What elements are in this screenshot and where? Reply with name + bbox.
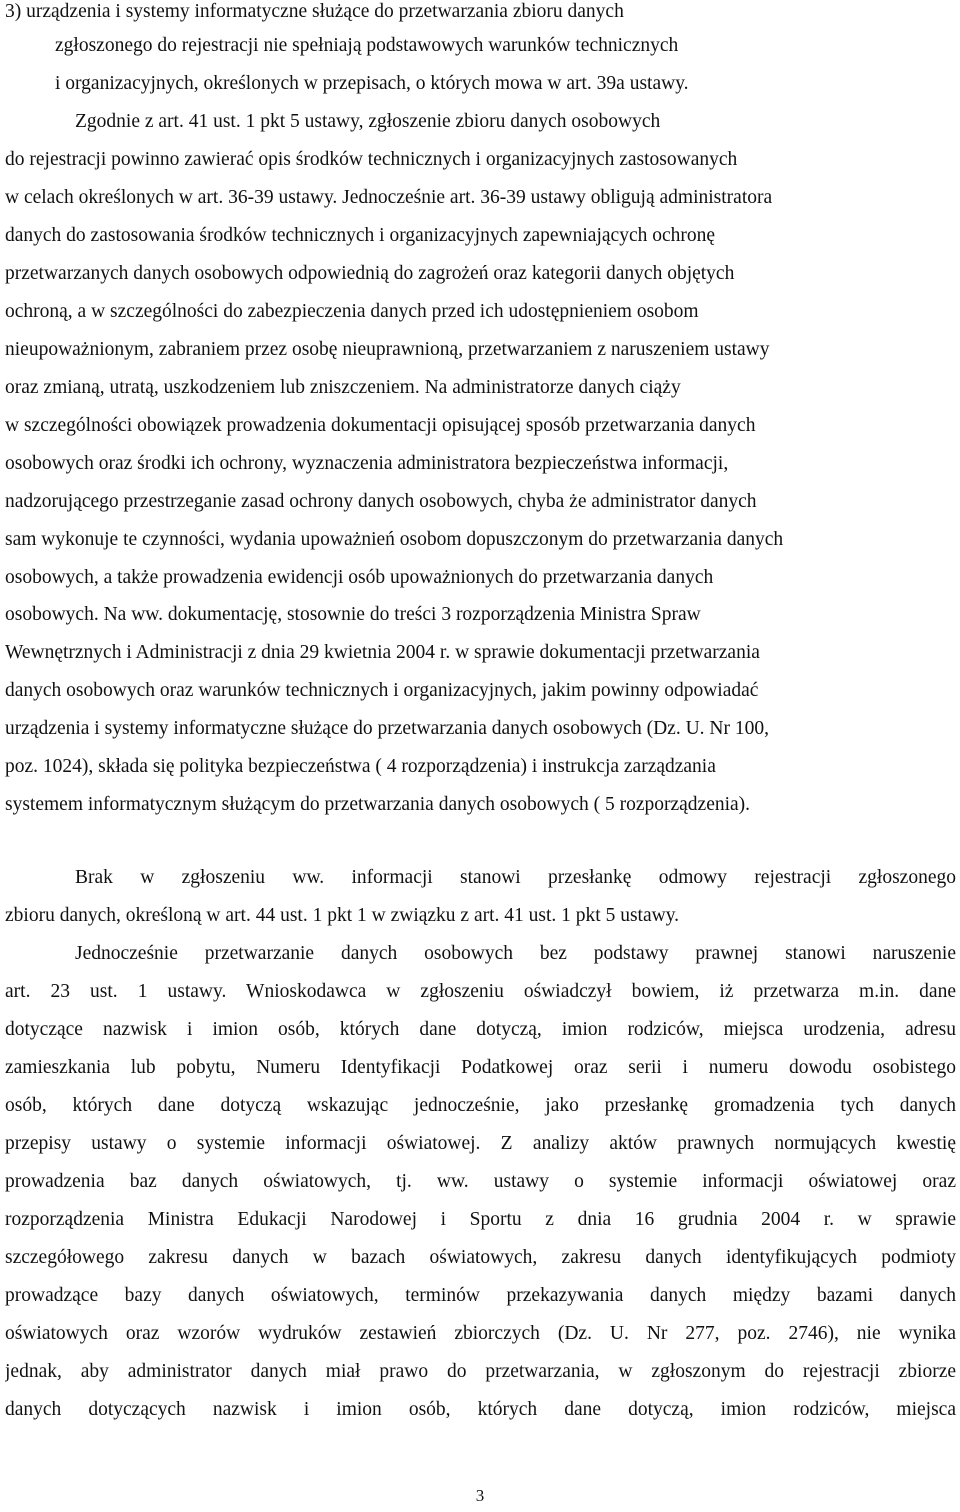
paragraph-line: Brak w zgłoszeniu ww. informacji stanowi przesłankę odmowy rejestracji zgłoszonego <box>75 867 956 888</box>
paragraph-line: danych do zastosowania środków technicznych i organizacyjnych zapewniających ochronę <box>5 225 716 246</box>
paragraph-line: nieupoważnionym, zabraniem przez osobę nieuprawnioną, przetwarzaniem z naruszeniem ustawy <box>5 339 770 360</box>
paragraph-line: rozporządzenia Ministra Edukacji Narodowej i Sportu z dnia 16 grudnia 2004 r. w sprawie <box>5 1209 956 1230</box>
paragraph-line: Jednocześnie przetwarzanie danych osobowych bez podstawy prawnej stanowi naruszenie <box>75 943 956 964</box>
paragraph-line: osobowych, a także prowadzenia ewidencji osób upoważnionych do przetwarzania danych <box>5 567 714 588</box>
paragraph-line: szczegółowego zakresu danych w bazach oświatowych, zakresu danych identyfikujących podmioty <box>5 1247 956 1268</box>
paragraph-line: przetwarzanych danych osobowych odpowiednią do zagrożeń oraz kategorii danych objętych <box>5 263 735 284</box>
paragraph-line: urządzenia i systemy informatyczne służące do przetwarzania danych osobowych (Dz. U. Nr 100, <box>5 718 769 739</box>
paragraph-line: zbioru danych, określoną w art. 44 ust. 1 pkt 1 w związku z art. 41 ust. 1 pkt 5 ustawy. <box>5 905 680 926</box>
paragraph-line: nadzorującego przestrzeganie zasad ochrony danych osobowych, chyba że administrator danych <box>5 491 757 512</box>
paragraph-line: oświatowych oraz wzorów wydruków zestawień zbiorczych (Dz. U. Nr 277, poz. 2746), nie wynika <box>5 1323 956 1344</box>
page-number: 3 <box>475 1486 485 1505</box>
paragraph-line: poz. 1024), składa się polityka bezpieczeństwa ( 4 rozporządzenia) i instrukcja zarządzania <box>5 756 716 777</box>
paragraph-line: Wewnętrznych i Administracji z dnia 29 kwietnia 2004 r. w sprawie dokumentacji przetwarzania <box>5 642 760 663</box>
paragraph-line: przepisy ustawy o systemie informacji oświatowej. Z analizy aktów prawnych normujących kwestię <box>5 1133 956 1154</box>
paragraph-line: sam wykonuje te czynności, wydania upoważnień osobom dopuszczonym do przetwarzania danych <box>5 529 784 550</box>
paragraph-line: danych osobowych oraz warunków technicznych i organizacyjnych, jakim powinny odpowiadać <box>5 680 759 701</box>
paragraph-line: Zgodnie z art. 41 ust. 1 pkt 5 ustawy, zgłoszenie zbioru danych osobowych <box>75 111 661 132</box>
paragraph-line: w szczególności obowiązek prowadzenia dokumentacji opisującej sposób przetwarzania danych <box>5 415 756 436</box>
paragraph-line: osób, których dane dotyczą wskazując jednocześnie, jako przesłankę gromadzenia tych danych <box>5 1095 956 1116</box>
paragraph-line: ochroną, a w szczególności do zabezpieczenia danych przed ich udostępnieniem osobom <box>5 301 699 322</box>
paragraph-line: osobowych oraz środki ich ochrony, wyznaczenia administratora bezpieczeństwa informacji, <box>5 453 729 474</box>
paragraph-line: osobowych. Na ww. dokumentację, stosownie do treści 3 rozporządzenia Ministra Spraw <box>5 604 701 625</box>
paragraph-line: prowadzenia baz danych oświatowych, tj. ww. ustawy o systemie informacji oświatowej oraz <box>5 1171 956 1192</box>
list-item-line: 3) urządzenia i systemy informatyczne służące do przetwarzania zbioru danych <box>5 1 624 22</box>
paragraph-line: dotyczące nazwisk i imion osób, których dane dotyczą, imion rodziców, miejsca urodzenia, adresu <box>5 1019 956 1040</box>
paragraph-line: jednak, aby administrator danych miał prawo do przetwarzania, w zgłoszonym do rejestracji zbiorze <box>5 1361 956 1382</box>
paragraph-line: systemem informatycznym służącym do przetwarzania danych osobowych ( 5 rozporządzenia). <box>5 794 751 815</box>
list-item-line: zgłoszonego do rejestracji nie spełniają podstawowych warunków technicznych <box>55 35 679 56</box>
paragraph-line: w celach określonych w art. 36-39 ustawy. Jednocześnie art. 36-39 ustawy obligują administratora <box>5 187 773 208</box>
paragraph-line: zamieszkania lub pobytu, Numeru Identyfikacji Podatkowej oraz serii i numeru dowodu osobistego <box>5 1057 956 1078</box>
paragraph-line: art. 23 ust. 1 ustawy. Wnioskodawca w zgłoszeniu oświadczył bowiem, iż przetwarza m.in. dane <box>5 981 956 1002</box>
paragraph-line: do rejestracji powinno zawierać opis środków technicznych i organizacyjnych zastosowanych <box>5 149 738 170</box>
paragraph-line: oraz zmianą, utratą, uszkodzeniem lub zniszczeniem. Na administratorze danych ciąży <box>5 377 681 398</box>
list-item-line: i organizacyjnych, określonych w przepisach, o których mowa w art. 39a ustawy. <box>55 73 689 94</box>
paragraph-line: danych dotyczących nazwisk i imion osób, których dane dotyczą, imion rodziców, miejsca <box>5 1399 956 1420</box>
paragraph-line: prowadzące bazy danych oświatowych, terminów przekazywania danych między bazami danych <box>5 1285 956 1306</box>
